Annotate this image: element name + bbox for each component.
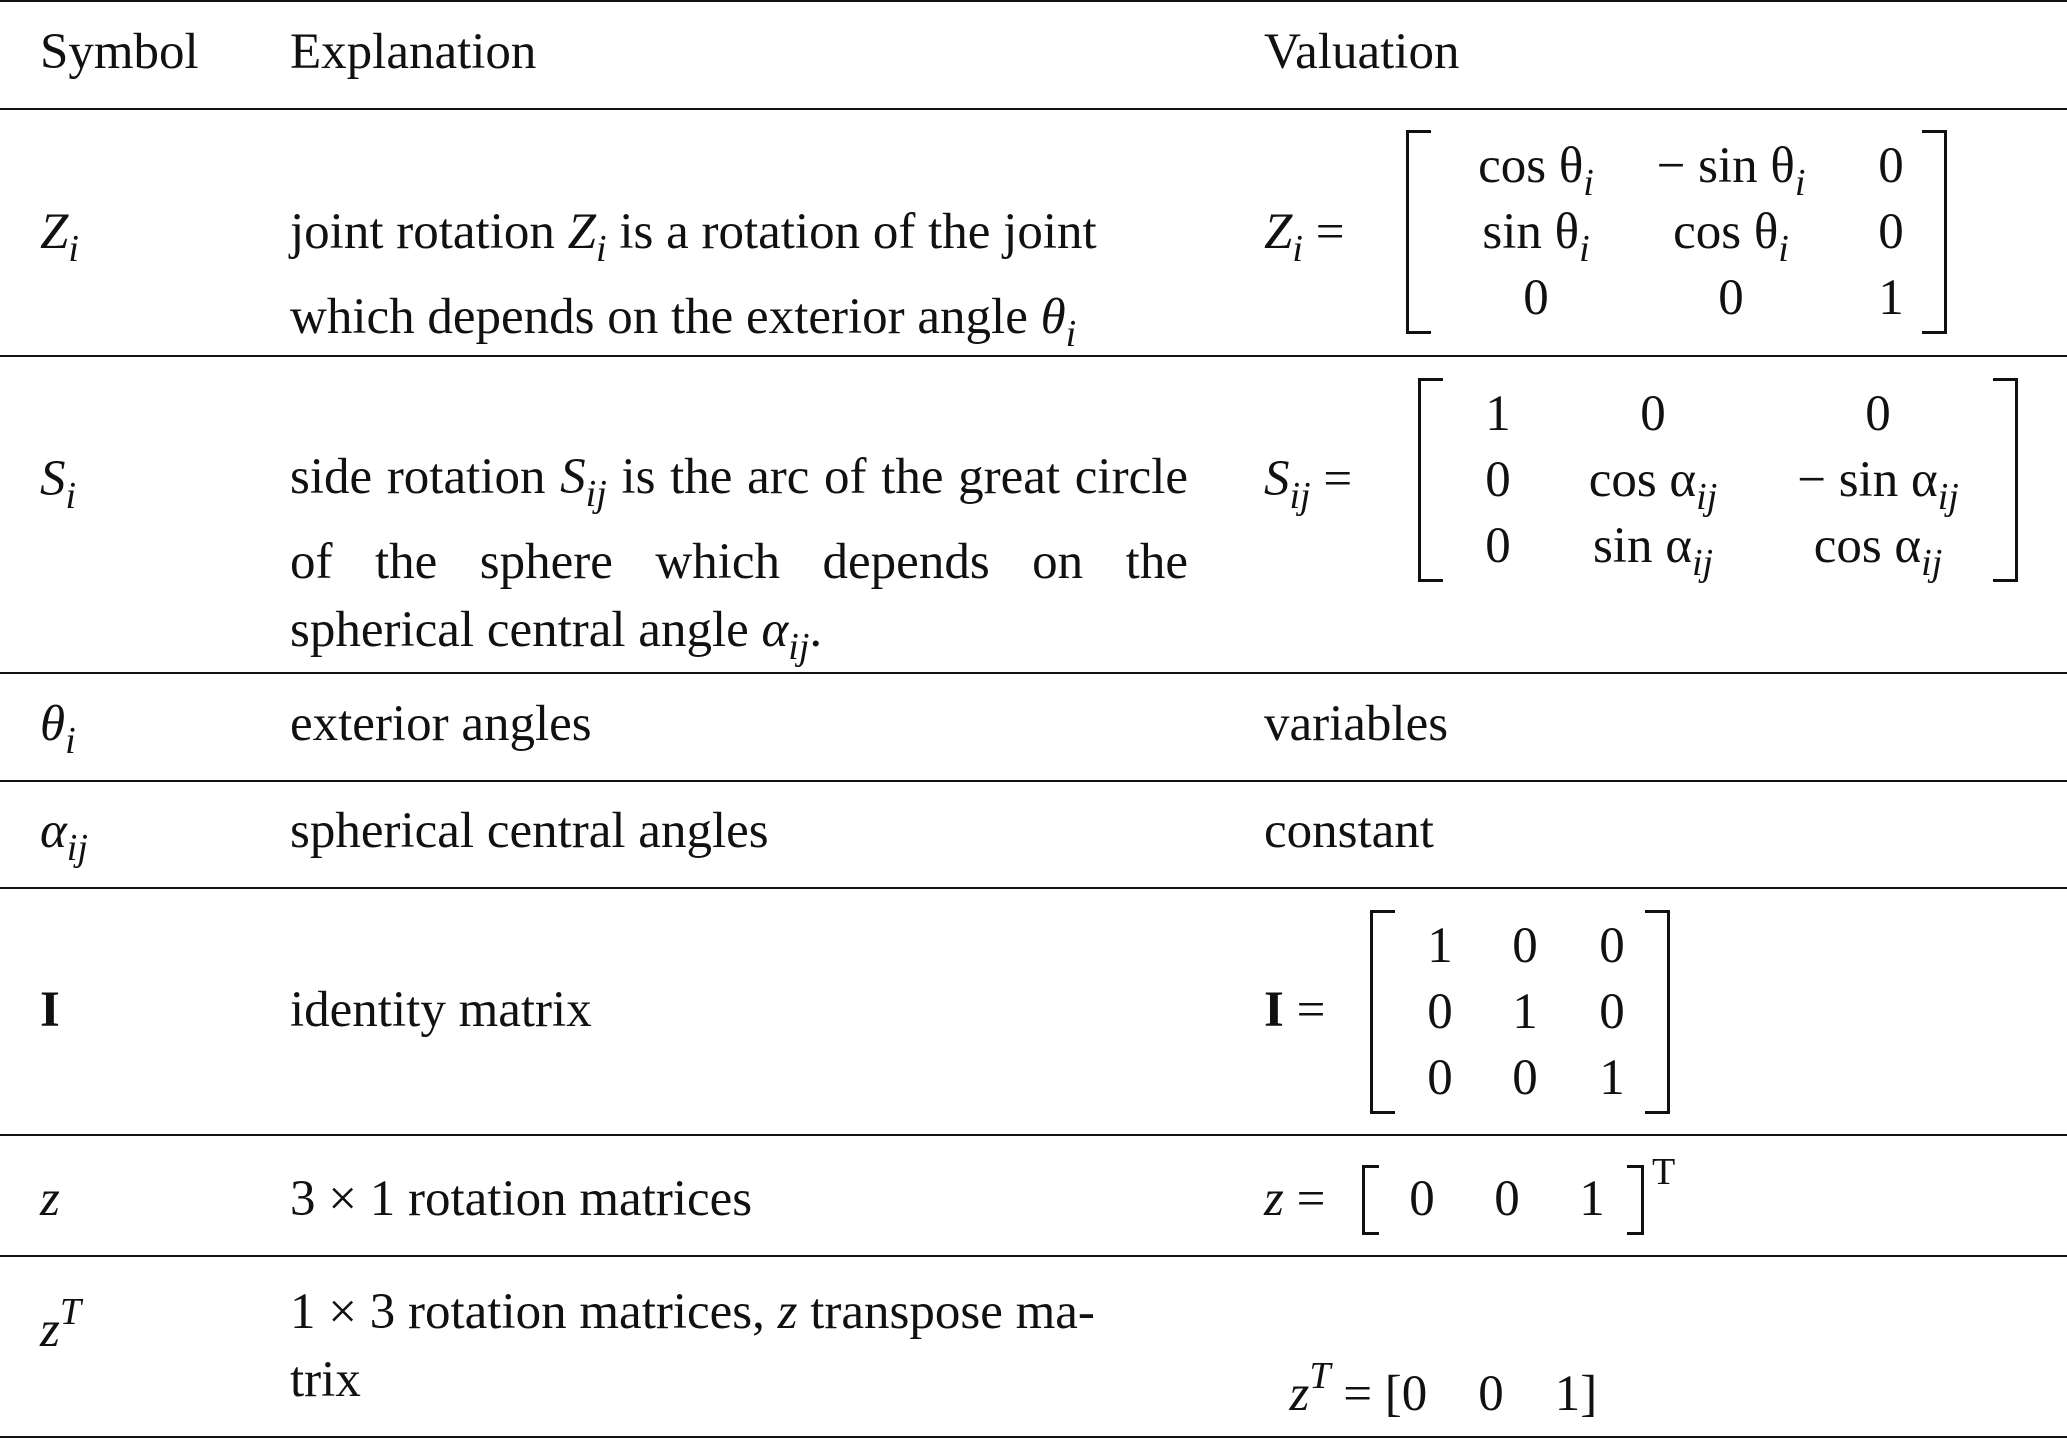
valuation-z-lhs: z = (1264, 1171, 1326, 1227)
valuation-si-lhs: $S_{ij}$ = (1264, 451, 1353, 517)
row-rule (0, 887, 2067, 889)
row-rule (0, 1255, 2067, 1257)
valuation-identity-lhs: I = (1264, 982, 1326, 1038)
explanation-alpha: spherical central angles (290, 803, 769, 859)
explanation-zt: 1 × 3 rotation matrices, z transpose ma- trix (290, 1284, 1095, 1408)
header-explanation: Explanation (290, 24, 537, 80)
matrix-entry: 0 (1485, 518, 1511, 574)
matrix-entry: 0 (1512, 1050, 1538, 1106)
matrix-entry: 1 (1427, 918, 1453, 974)
matrix-entry: 1 (1512, 984, 1538, 1040)
valuation-zt: $z^T = [0$ 0 1] (1289, 1355, 1598, 1422)
header-rule (0, 108, 2067, 110)
matrix-entry: 0 (1427, 1050, 1453, 1106)
explanation-z: 3 × 1 rotation matrices (290, 1171, 753, 1227)
vector-entry: 0 (1409, 1171, 1435, 1227)
explanation-theta: exterior angles (290, 696, 592, 752)
top-rule (0, 0, 2067, 2)
valuation-theta: variables (1264, 696, 1449, 752)
matrix-entry: $\cos \alpha_{ij}$ (1588, 452, 1718, 518)
symbol-z: z (40, 1171, 60, 1227)
matrix-entry: $\sin \alpha_{ij}$ (1592, 518, 1714, 584)
matrix-entry: $\sin \theta_i$ (1482, 204, 1590, 270)
bottom-rule (0, 1436, 2067, 1438)
matrix-entry: 0 (1427, 984, 1453, 1040)
right-bracket (1993, 378, 2018, 582)
left-bracket (1418, 378, 1443, 582)
explanation-identity: identity matrix (290, 982, 592, 1038)
right-bracket (1922, 130, 1947, 334)
symbol-zt: $z^T$ (40, 1291, 81, 1358)
matrix-entry: $\cos \theta_i$ (1673, 204, 1789, 270)
matrix-entry: 0 (1512, 918, 1538, 974)
header-valuation: Valuation (1264, 24, 1460, 80)
matrix-entry: − $\sin \theta_i$ (1656, 138, 1806, 204)
left-bracket (1406, 130, 1431, 334)
matrix-entry: 0 (1878, 138, 1904, 194)
matrix-entry: 0 (1878, 204, 1904, 260)
matrix-entry: 1 (1878, 270, 1904, 326)
matrix-entry: 0 (1599, 984, 1625, 1040)
left-bracket (1370, 910, 1395, 1114)
row-rule (0, 780, 2067, 782)
header-symbol: Symbol (40, 24, 199, 80)
matrix-entry: 0 (1640, 386, 1666, 442)
right-bracket (1627, 1165, 1644, 1235)
vector-entry: 0 (1494, 1171, 1520, 1227)
vector-entry: 1 (1579, 1171, 1605, 1227)
transpose-superscript: T (1652, 1151, 1676, 1193)
row-rule (0, 1134, 2067, 1136)
matrix-entry: 0 (1718, 270, 1744, 326)
explanation-si: side rotation $S_{ij}$ is the arc of the great circle of the sphere which depends on the spherical central angle $\alpha_{ij}$. (290, 449, 1189, 668)
symbol-zi: $Z_i$ (40, 204, 79, 270)
matrix-entry: 0 (1523, 270, 1549, 326)
rotation-matrix-zi (1406, 130, 1947, 334)
symbol-si: $S_i$ (40, 451, 77, 517)
matrix-entry: 0 (1485, 452, 1511, 508)
symbol-alpha: $\alpha_{ij}$ (40, 803, 88, 869)
z-vector (1362, 1165, 1644, 1235)
matrix-entry: 1 (1599, 1050, 1625, 1106)
symbol-theta: $\theta_i$ (40, 696, 76, 762)
identity-matrix (1370, 910, 1670, 1114)
matrix-entry: − $\sin \alpha_{ij}$ (1797, 452, 1959, 518)
matrix-entry: $\cos \theta_i$ (1478, 138, 1594, 204)
valuation-zi-lhs: $Z_i$ = (1264, 204, 1345, 270)
matrix-entry: 0 (1865, 386, 1891, 442)
matrix-entry: $\cos \alpha_{ij}$ (1813, 518, 1943, 584)
rotation-matrix-si (1418, 378, 2018, 582)
right-bracket (1645, 910, 1670, 1114)
matrix-entry: 1 (1485, 386, 1511, 442)
left-bracket (1362, 1165, 1379, 1235)
explanation-zi: joint rotation $Z_i$ is a rotation of the joint which depends on the exterior angle $\theta_i$ (290, 204, 1097, 355)
valuation-alpha: constant (1264, 803, 1434, 859)
matrix-entry: 0 (1599, 918, 1625, 974)
symbol-identity: I (40, 982, 60, 1038)
